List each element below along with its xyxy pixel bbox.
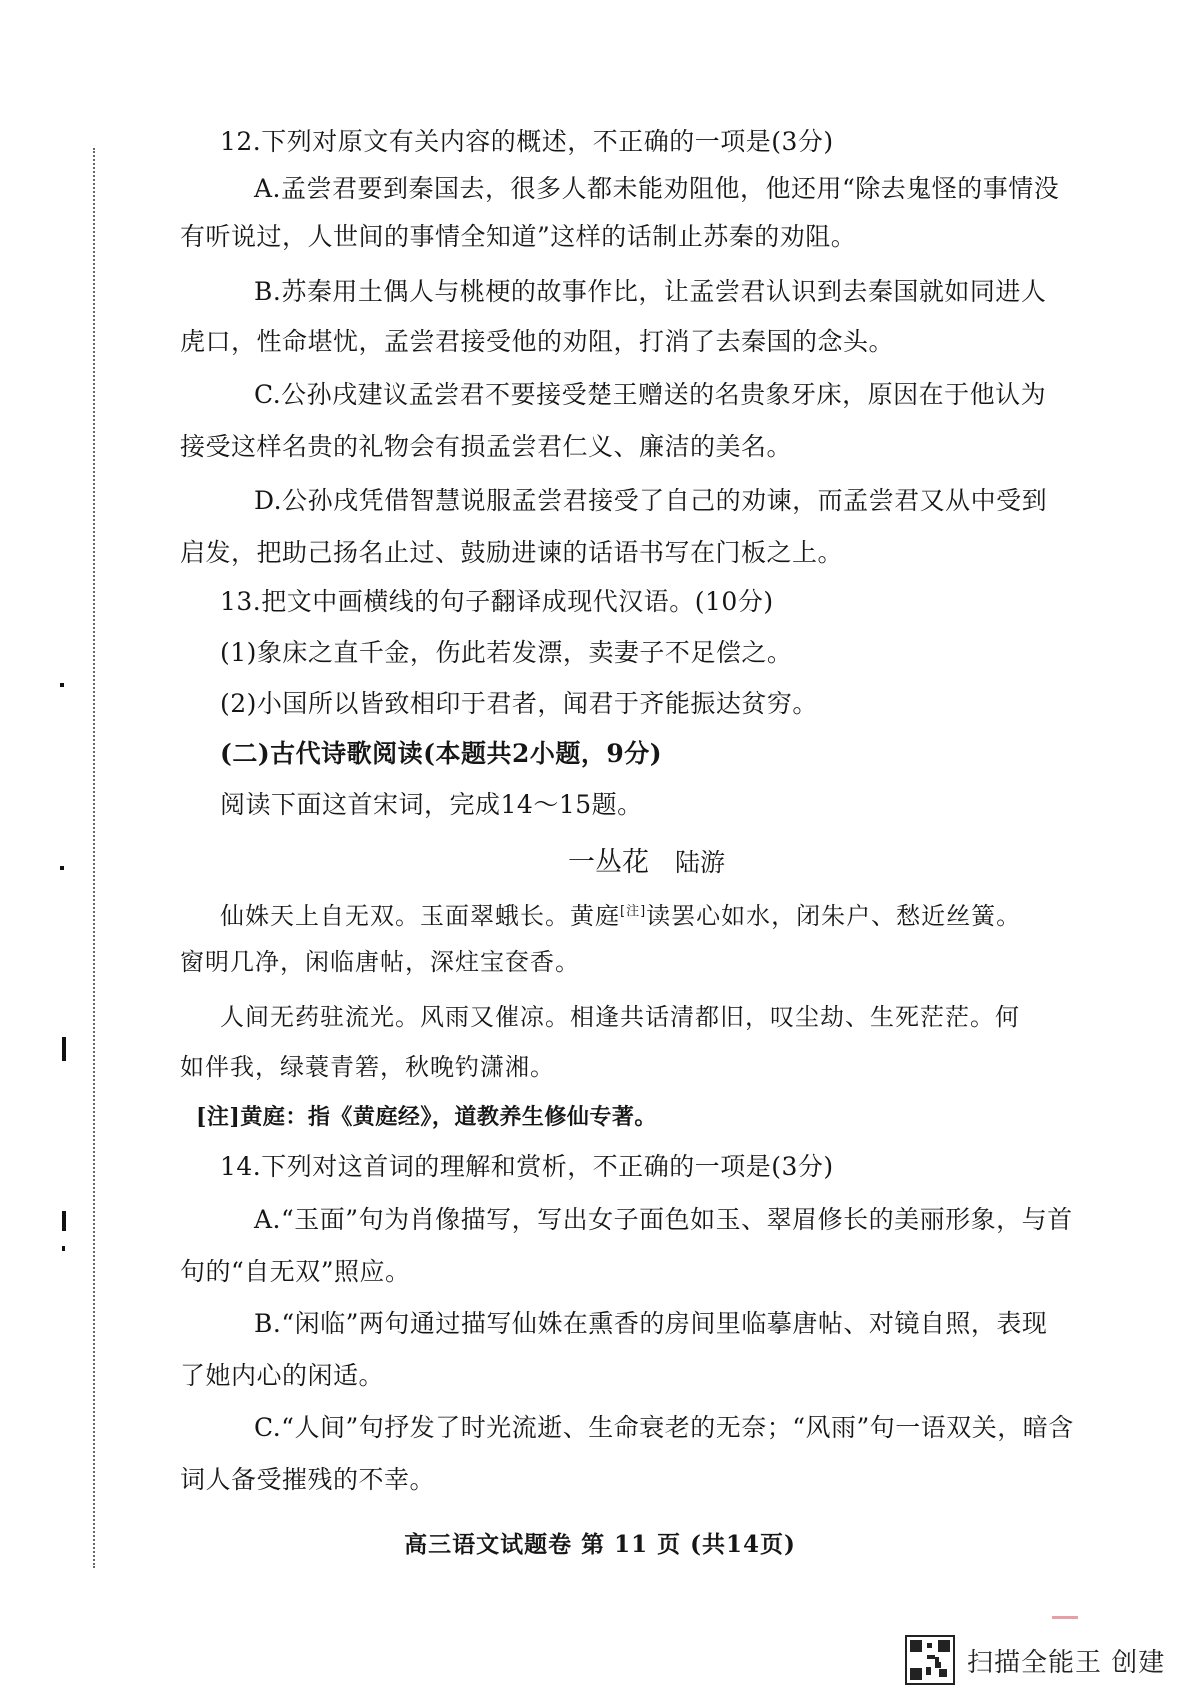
scan-mark bbox=[62, 1246, 65, 1251]
q12-stem: 12.下列对原文有关内容的概述，不正确的一项是(3分) bbox=[220, 127, 834, 156]
poem-line-1-b: 读罢心如水，闭朱户、愁近丝簧。 bbox=[646, 902, 1022, 930]
qr-code-icon bbox=[905, 1635, 955, 1685]
q12-option-b-line1: B.苏秦用土偶人与桃梗的故事作比，让孟尝君认识到去秦国就如同进人 bbox=[254, 277, 1047, 306]
q14-option-a-line1: A.“玉面”句为肖像描写，写出女子面色如玉、翠眉修长的美丽形象，与首 bbox=[254, 1205, 1073, 1234]
q14-option-a-line2: 句的“自无双”照应。 bbox=[180, 1257, 411, 1286]
poem-note: [注]黄庭：指《黄庭经》，道教养生修仙专著。 bbox=[196, 1104, 657, 1130]
q13-stem: 13.把文中画横线的句子翻译成现代汉语。(10分) bbox=[220, 587, 774, 616]
scan-mark bbox=[62, 1211, 66, 1231]
poem-line-1 bbox=[220, 895, 1021, 933]
poem-title-line bbox=[568, 845, 725, 881]
q13-item-1: (1)象床之直千金，伤此若发漂，卖妻子不足偿之。 bbox=[220, 638, 793, 667]
scan-artifact bbox=[1052, 1616, 1078, 1619]
q12-option-b-line2: 虎口，性命堪忧，孟尝君接受他的劝阻，打消了去秦国的念头。 bbox=[180, 327, 895, 356]
q14-option-b-line2: 了她内心的闲适。 bbox=[180, 1361, 385, 1390]
q14-option-c-line1: C.“人间”句抒发了时光流逝、生命衰老的无奈；“风雨”句一语双关，暗含 bbox=[254, 1413, 1074, 1442]
page-footer: 高三语文试题卷 第 11 页 (共14页) bbox=[404, 1531, 796, 1558]
section-instruction: 阅读下面这首宋词，完成14～15题。 bbox=[220, 790, 643, 819]
poem-author: 陆游 bbox=[675, 848, 726, 877]
q13-item-2: (2)小国所以皆致相印于君者，闻君于齐能振达贫穷。 bbox=[220, 689, 818, 718]
poem-note-mark: [注] bbox=[620, 904, 647, 919]
q14-option-b-line1: B.“闲临”两句通过描写仙姝在熏香的房间里临摹唐帖、对镜自照，表现 bbox=[254, 1309, 1048, 1338]
poem-line-3: 人间无药驻流光。风雨又催凉。相逢共话清都旧，叹尘劫、生死茫茫。何 bbox=[220, 1003, 1020, 1031]
q12-option-d-line1: D.公孙戌凭借智慧说服孟尝君接受了自己的劝谏，而孟尝君又从中受到 bbox=[254, 486, 1048, 515]
scan-mark bbox=[62, 1037, 66, 1061]
poem-title: 一丛花 bbox=[568, 847, 649, 878]
q12-option-a-line2: 有听说过，人世间的事情全知道”这样的话制止苏秦的劝阻。 bbox=[180, 222, 857, 251]
camscanner-watermark bbox=[905, 1634, 1165, 1686]
watermark-text: 扫描全能王 创建 bbox=[967, 1647, 1166, 1678]
q12-option-c-line1: C.公孙戌建议孟尝君不要接受楚王赠送的名贵象牙床，原因在于他认为 bbox=[254, 380, 1047, 409]
scan-mark bbox=[60, 866, 64, 870]
poem-line-2: 窗明几净，闲临唐帖，深炷宝奁香。 bbox=[180, 948, 580, 976]
scan-mark bbox=[60, 683, 64, 687]
q12-option-c-line2: 接受这样名贵的礼物会有损孟尝君仁义、廉洁的美名。 bbox=[180, 432, 793, 461]
section-heading: (二)古代诗歌阅读(本题共2小题，9分) bbox=[220, 739, 663, 768]
poem-line-1-a: 仙姝天上自无双。玉面翠蛾长。黄庭 bbox=[220, 902, 620, 930]
q14-stem: 14.下列对这首词的理解和赏析，不正确的一项是(3分) bbox=[220, 1152, 834, 1181]
binding-dotted-line bbox=[93, 148, 95, 1568]
q12-option-a-line1: A.孟尝君要到秦国去，很多人都未能劝阻他，他还用“除去鬼怪的事情没 bbox=[254, 174, 1060, 203]
q12-option-d-line2: 启发，把助己扬名止过、鼓励进谏的话语书写在门板之上。 bbox=[180, 538, 844, 567]
q14-option-c-line2: 词人备受摧残的不幸。 bbox=[180, 1465, 436, 1494]
poem-line-4: 如伴我，绿蓑青箬，秋晚钓潇湘。 bbox=[180, 1053, 555, 1081]
